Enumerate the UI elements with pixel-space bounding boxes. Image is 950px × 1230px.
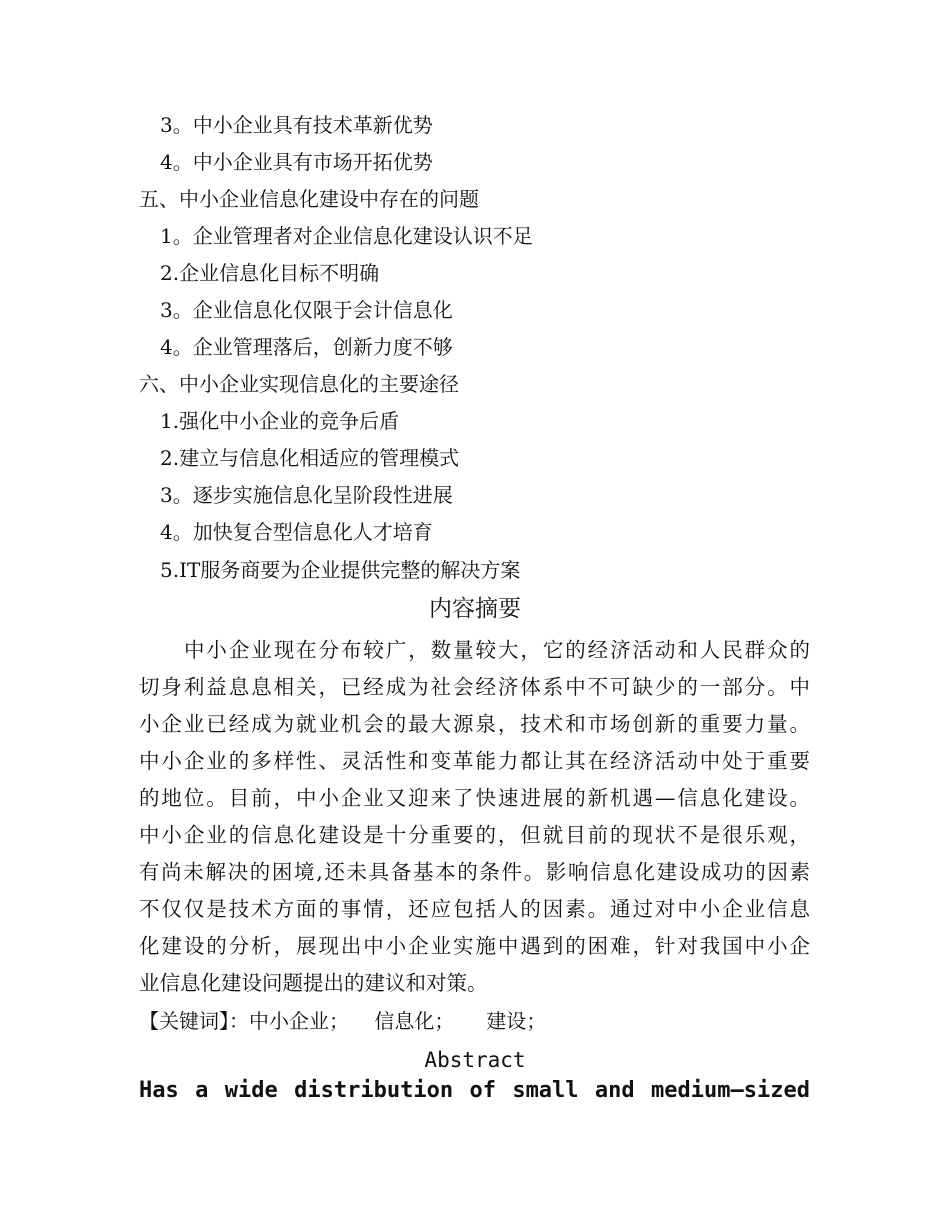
- summary-paragraph-line: 中小企业的多样性、灵活性和变革能力都让其在经济活动中处于重要: [139, 749, 810, 773]
- outline-section-heading: 六、中小企业实现信息化的主要途径: [139, 372, 459, 396]
- summary-paragraph-line: 有尚未解决的困境,还未具备基本的条件。影响信息化建设成功的因素: [139, 860, 810, 884]
- outline-item: 4。中小企业具有市场开拓优势: [160, 150, 433, 174]
- abstract-paragraph-line: Has a wide distribution of small and medium—sized: [139, 1078, 810, 1103]
- abstract-title: Abstract: [424, 1048, 526, 1072]
- summary-paragraph-line: 业信息化建设问题提出的建议和对策。: [139, 971, 488, 995]
- summary-paragraph-line: 的地位。目前，中小企业又迎来了快速进展的新机遇—信息化建设。: [139, 786, 810, 810]
- outline-item: 3。企业信息化仅限于会计信息化: [160, 298, 453, 322]
- outline-item: 3。中小企业具有技术革新优势: [160, 113, 433, 137]
- summary-title: 内容摘要: [429, 596, 521, 622]
- keywords-line: 【关键词】：中小企业； 信息化； 建设；: [139, 1009, 547, 1033]
- summary-paragraph-line: 小企业已经成为就业机会的最大源泉，技术和市场创新的重要力量。: [139, 712, 810, 736]
- outline-item: 1.强化中小企业的竞争后盾: [160, 409, 400, 433]
- outline-item: 4。企业管理落后，创新力度不够: [160, 335, 453, 359]
- outline-item: 3。逐步实施信息化呈阶段性进展: [160, 483, 453, 507]
- outline-item: 1。企业管理者对企业信息化建设认识不足: [160, 224, 533, 248]
- outline-item: 5.IT服务商要为企业提供完整的解决方案: [160, 558, 521, 582]
- outline-section-heading: 五、中小企业信息化建设中存在的问题: [139, 187, 479, 211]
- outline-item: 2.建立与信息化相适应的管理模式: [160, 446, 460, 470]
- summary-paragraph-line: 化建设的分析，展现出中小企业实施中遇到的困难，针对我国中小企: [139, 934, 810, 958]
- summary-paragraph-line: 中小企业的信息化建设是十分重要的，但就目前的现状不是很乐观，: [139, 823, 810, 847]
- summary-paragraph-line: 不仅仅是技术方面的事情，还应包括人的因素。通过对中小企业信息: [139, 897, 810, 921]
- summary-paragraph-line: 中小企业现在分布较广，数量较大，它的经济活动和人民群众的: [184, 638, 810, 662]
- outline-item: 2.企业信息化目标不明确: [160, 261, 380, 285]
- outline-item: 4。加快复合型信息化人才培育: [160, 520, 433, 544]
- summary-paragraph-line: 切身利益息息相关，已经成为社会经济体系中不可缺少的一部分。中: [139, 675, 810, 699]
